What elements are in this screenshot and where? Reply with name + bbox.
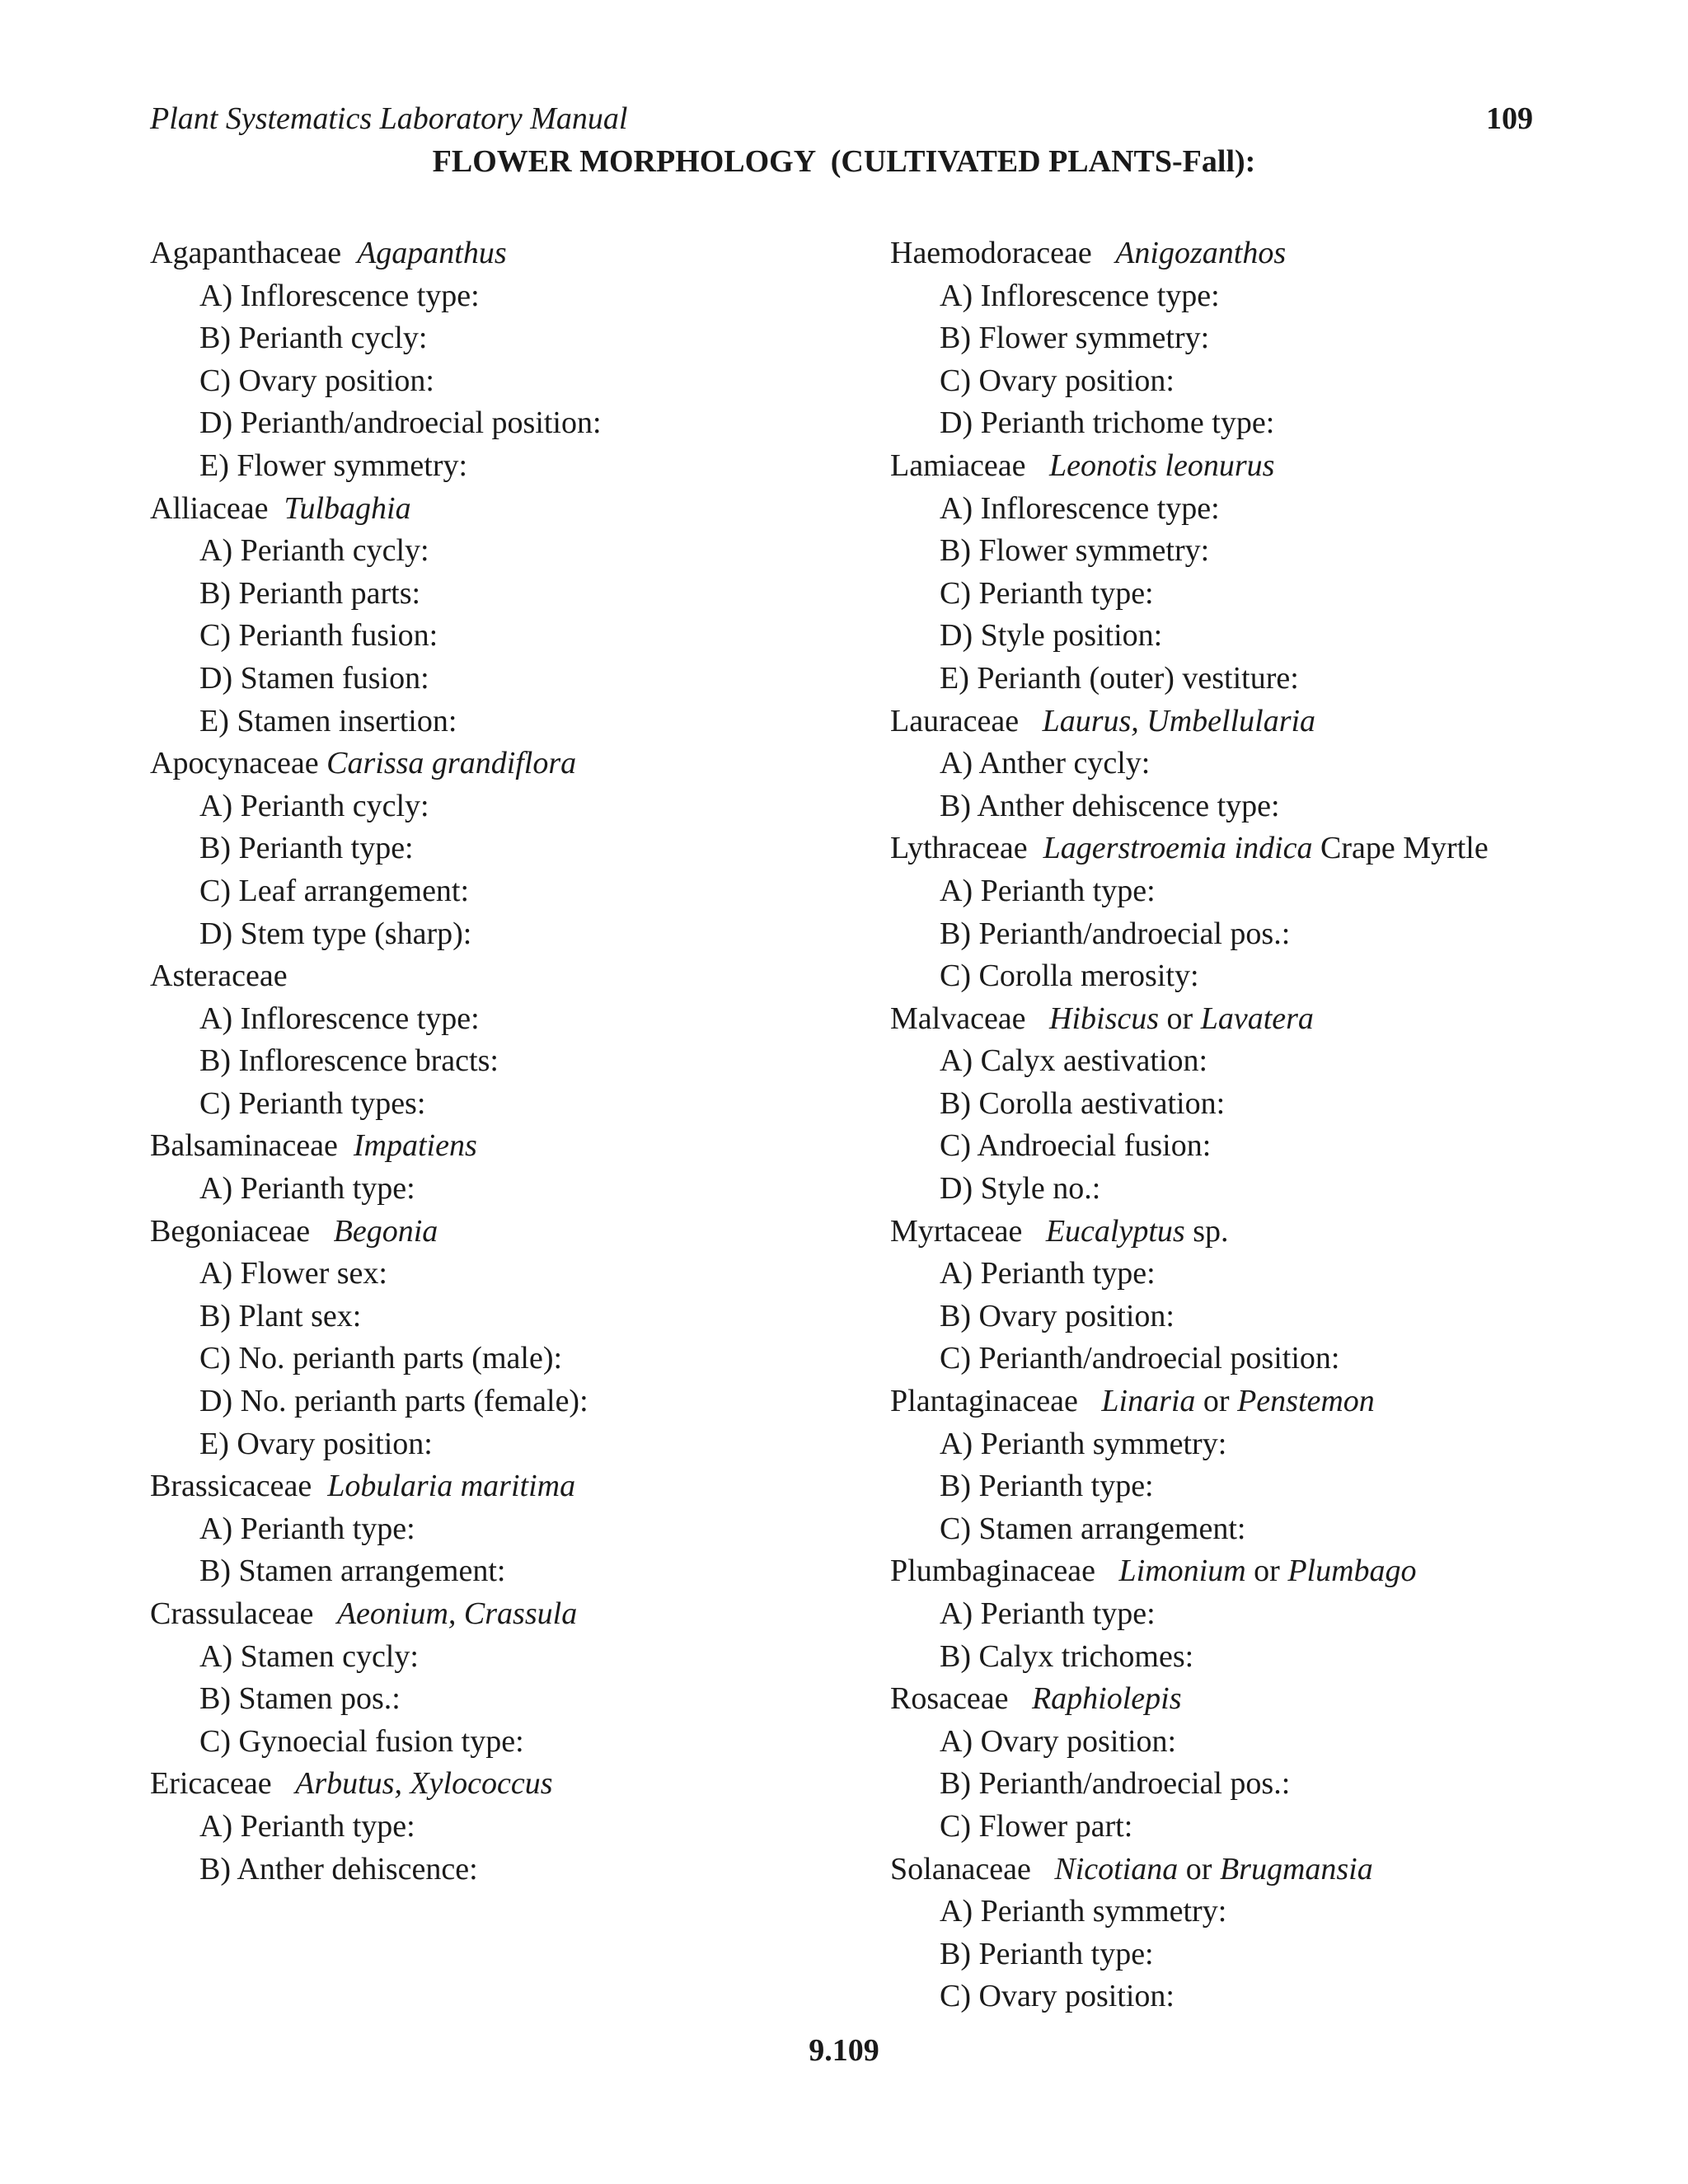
question-item: A) Perianth type: [940,1256,1156,1291]
taxon-name: Aeonium, Crassula [336,1596,578,1631]
question-item: C) Androecial fusion: [940,1128,1212,1164]
family-heading [150,1763,602,1806]
family-heading [890,445,1489,488]
question-item: C) Gynoecial fusion type: [199,1723,524,1759]
family-name: Balsaminaceae [150,1128,354,1164]
family-name: Plumbaginaceae [890,1554,1119,1589]
question-item: E) Flower symmetry: [199,448,468,483]
family-name: Myrtaceae [890,1213,1046,1249]
family-heading [150,1593,602,1636]
question-item: A) Perianth type: [940,1596,1156,1631]
question-item: A) Flower sex: [199,1256,387,1291]
family-heading [890,827,1489,870]
family-name: or [1159,1001,1201,1036]
taxon-name: Nicotiana [1054,1851,1179,1886]
taxon-name: Raphiolepis [1031,1681,1182,1717]
question-item: C) Ovary position: [199,363,434,398]
question-item: B) Flower symmetry: [940,533,1210,569]
question-item: B) Corolla aestivation: [940,1085,1226,1121]
family-name: Asteraceae [150,958,288,994]
question-item: A) Inflorescence type: [199,278,480,313]
taxon-name: Agapanthus [357,236,507,270]
taxon-name: Tulbaghia [284,490,411,526]
family-name: or [1178,1851,1220,1886]
question-item: C) Ovary position: [940,363,1175,398]
question-item: B) Calyx trichomes: [940,1638,1194,1674]
taxon-name: Penstemon [1237,1384,1375,1419]
taxon-name: Eucalyptus [1045,1213,1185,1249]
family-heading [150,955,602,998]
family-name: Crape Myrtle [1312,831,1489,866]
question-item: A) Ovary position: [940,1723,1177,1759]
family-heading [150,488,602,531]
family-heading [890,1550,1489,1593]
family-heading [890,701,1489,743]
family-name: Crassulaceae [150,1596,337,1631]
question-item: B) Flower symmetry: [940,321,1210,356]
family-heading [150,1465,602,1508]
taxon-name: Carissa grandiflora [326,746,577,781]
question-item: C) Perianth types: [199,1085,426,1121]
question-item: B) Plant sex: [199,1298,362,1333]
taxon-name: Impatiens [353,1128,477,1164]
question-item: B) Perianth/androecial pos.: [940,916,1291,951]
question-item: B) Perianth cycly: [199,321,428,356]
family-heading [890,1678,1489,1721]
family-heading [150,1125,602,1168]
page-footer-label: 9.109 [809,2033,879,2068]
question-item: A) Perianth cycly: [199,533,429,569]
question-item: A) Perianth symmetry: [940,1426,1227,1461]
question-item: B) Perianth parts: [199,575,421,611]
family-name: Lauraceae [890,703,1043,738]
question-item: A) Stamen cycly: [199,1638,419,1674]
question-item: E) Perianth (outer) vestiture: [940,660,1299,696]
question-item: B) Perianth type: [940,1936,1154,1971]
taxon-name: Lagerstroemia indica [1043,831,1313,866]
question-item: B) Perianth/androecial pos.: [940,1766,1291,1802]
running-header-title: Plant Systematics Laboratory Manual [150,101,628,136]
family-heading [150,1211,602,1254]
question-item: D) Stem type (sharp): [199,916,472,951]
family-name: Agapanthaceae [150,236,358,270]
taxon-name: Lavatera [1200,1001,1314,1036]
taxon-name: Brugmansia [1219,1851,1373,1886]
question-item: A) Calyx aestivation: [940,1043,1208,1079]
family-name: Solanaceae [890,1851,1055,1886]
family-heading [150,743,602,785]
taxon-name: Lobularia maritima [327,1469,576,1504]
question-item: A) Perianth type: [199,1171,415,1207]
question-item: A) Perianth type: [199,1808,415,1844]
question-item: A) Perianth symmetry: [940,1894,1227,1929]
question-item: C) Perianth type: [940,575,1154,611]
question-item: A) Perianth type: [199,1511,415,1546]
family-heading [150,232,602,275]
question-item: C) Perianth/androecial position: [940,1341,1340,1376]
question-item: C) Stamen arrangement: [940,1511,1246,1546]
question-item: E) Stamen insertion: [199,703,457,738]
taxon-name: Laurus, Umbellularia [1042,703,1316,738]
question-item: D) No. perianth parts (female): [199,1384,588,1419]
taxon-name: Anigozanthos [1115,236,1287,270]
family-name: Lamiaceae [890,448,1050,483]
question-item: B) Stamen arrangement: [199,1554,506,1589]
question-item: B) Stamen pos.: [199,1681,401,1717]
question-item: C) Corolla merosity: [940,958,1199,994]
question-item: C) Leaf arrangement: [199,873,470,908]
family-heading [890,1211,1489,1254]
page-title: FLOWER MORPHOLOGY (CULTIVATED PLANTS-Fall): [432,144,1256,179]
question-item: D) Style no.: [940,1171,1101,1207]
question-item: B) Inflorescence bracts: [199,1043,499,1079]
question-item: C) Ovary position: [940,1979,1175,2014]
question-item: A) Anther cycly: [940,746,1151,781]
family-name: Haemodoraceae [890,236,1116,270]
taxon-name: Arbutus, Xylococcus [295,1766,553,1802]
taxon-name: Hibiscus [1049,1001,1160,1036]
question-item: A) Inflorescence type: [940,490,1220,526]
family-name: Rosaceae [890,1681,1032,1717]
question-item: A) Inflorescence type: [199,1001,480,1036]
question-item: A) Inflorescence type: [940,278,1220,313]
family-name: Plantaginaceae [890,1384,1102,1419]
taxon-name: Limonium [1118,1554,1246,1589]
question-item: D) Style position: [940,618,1163,654]
family-name: or [1245,1554,1288,1589]
question-item: D) Stamen fusion: [199,660,429,696]
question-item: E) Ovary position: [199,1426,433,1461]
taxon-name: Begonia [333,1213,438,1249]
family-heading [890,998,1489,1041]
question-item: C) Flower part: [940,1808,1133,1844]
question-item: D) Perianth trichome type: [940,405,1275,441]
question-item: A) Perianth cycly: [199,788,429,823]
family-name: Ericaceae [150,1766,296,1802]
taxon-name: Leonotis leonurus [1049,448,1275,483]
family-name: sp. [1184,1213,1229,1249]
question-item: B) Perianth type: [940,1469,1154,1504]
question-item: B) Anther dehiscence type: [940,788,1280,823]
taxon-name: Plumbago [1287,1554,1417,1589]
question-item: B) Ovary position: [940,1298,1175,1333]
family-name: Alliaceae [150,490,284,526]
question-item: B) Anther dehiscence: [199,1851,478,1886]
question-item: C) Perianth fusion: [199,618,438,654]
question-item: B) Perianth type: [199,831,414,866]
right-column [890,232,1489,2018]
family-name: or [1195,1384,1238,1419]
left-column [150,232,602,1891]
family-name: Begoniaceae [150,1213,334,1249]
running-header-page-number: 109 [1486,101,1533,136]
family-name: Lythraceae [890,831,1043,866]
family-name: Malvaceae [890,1001,1050,1036]
family-name: Brassicaceae [150,1469,328,1504]
family-name: Apocynaceae [150,746,327,781]
family-heading [890,1849,1489,1891]
family-heading [890,232,1489,275]
question-item: A) Perianth type: [940,873,1156,908]
taxon-name: Linaria [1101,1384,1196,1419]
family-heading [890,1380,1489,1423]
question-item: D) Perianth/androecial position: [199,405,602,441]
question-item: C) No. perianth parts (male): [199,1341,563,1376]
